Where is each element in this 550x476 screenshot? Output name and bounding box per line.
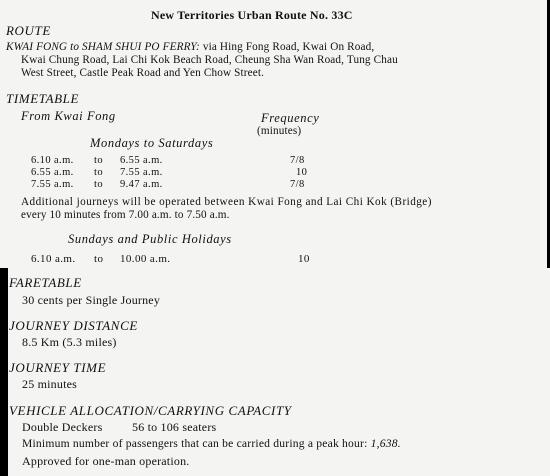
weekday-heading: Mondays to Saturdays xyxy=(90,136,214,150)
row-frequency: 7/8 xyxy=(290,155,305,166)
row-start-time: 6.10 a.m. xyxy=(31,253,76,265)
route-description-line2: Kwai Chung Road, Lai Chi Kok Beach Road, Cheung Sha Wan Road, Tung Chau xyxy=(21,54,398,66)
frequency-units-label: (minutes) xyxy=(257,125,302,137)
route-description-line1 xyxy=(6,42,374,53)
journey-time-heading: JOURNEY TIME xyxy=(9,360,107,375)
journey-time-value: 25 minutes xyxy=(22,377,77,391)
row-to-label: to xyxy=(94,167,103,178)
row-start-time: 6.10 a.m. xyxy=(31,155,74,166)
row-end-time: 10.00 a.m. xyxy=(120,253,171,265)
row-frequency: 10 xyxy=(298,253,310,265)
row-to-label: to xyxy=(94,253,104,265)
timetable-from-label: From Kwai Fong xyxy=(21,109,116,123)
distance-value: 8.5 Km (5.3 miles) xyxy=(22,335,117,349)
document-title: New Territories Urban Route No. 33C xyxy=(151,8,353,22)
row-to-label: to xyxy=(94,179,103,190)
faretable-heading: FARETABLE xyxy=(9,275,82,290)
one-man-operation-note: Approved for one-man operation. xyxy=(22,454,190,468)
row-frequency: 7/8 xyxy=(290,179,305,190)
row-to-label: to xyxy=(94,155,103,166)
row-end-time: 7.55 a.m. xyxy=(120,167,163,178)
row-end-time: 9.47 a.m. xyxy=(120,179,163,190)
peak-hour-capacity xyxy=(22,438,401,450)
peak-hour-value: 1,638. xyxy=(370,437,401,450)
frequency-column-heading: Frequency xyxy=(261,111,320,125)
additional-journeys-line2: every 10 minutes from 7.00 a.m. to 7.50 a.m. xyxy=(21,209,230,221)
peak-hour-text: Minimum number of passengers that can be carried during a peak hour: xyxy=(22,437,368,450)
row-end-time: 6.55 a.m. xyxy=(120,155,163,166)
route-via-text: via Hing Fong Road, Kwai On Road, xyxy=(202,41,375,53)
vehicle-type: Double Deckers xyxy=(22,420,103,434)
timetable-heading: TIMETABLE xyxy=(6,91,80,106)
vehicle-heading: VEHICLE ALLOCATION/CARRYING CAPACITY xyxy=(9,403,292,418)
holiday-heading: Sundays and Public Holidays xyxy=(68,232,232,246)
additional-journeys-line1: Additional journeys will be operated between Kwai Fong and Lai Chi Kok (Bridge) xyxy=(21,196,432,208)
route-description-line3: West Street, Castle Peak Road and Yen Chow Street. xyxy=(21,67,265,79)
vehicle-capacity: 56 to 106 seaters xyxy=(132,420,217,434)
row-frequency: 10 xyxy=(296,167,308,178)
route-heading: ROUTE xyxy=(6,23,51,38)
row-start-time: 7.55 a.m. xyxy=(31,179,74,190)
row-start-time: 6.55 a.m. xyxy=(31,167,74,178)
fare-value: 30 cents per Single Journey xyxy=(22,293,161,307)
distance-heading: JOURNEY DISTANCE xyxy=(9,318,138,333)
route-name: KWAI FONG to SHAM SHUI PO FERRY: xyxy=(6,41,200,53)
